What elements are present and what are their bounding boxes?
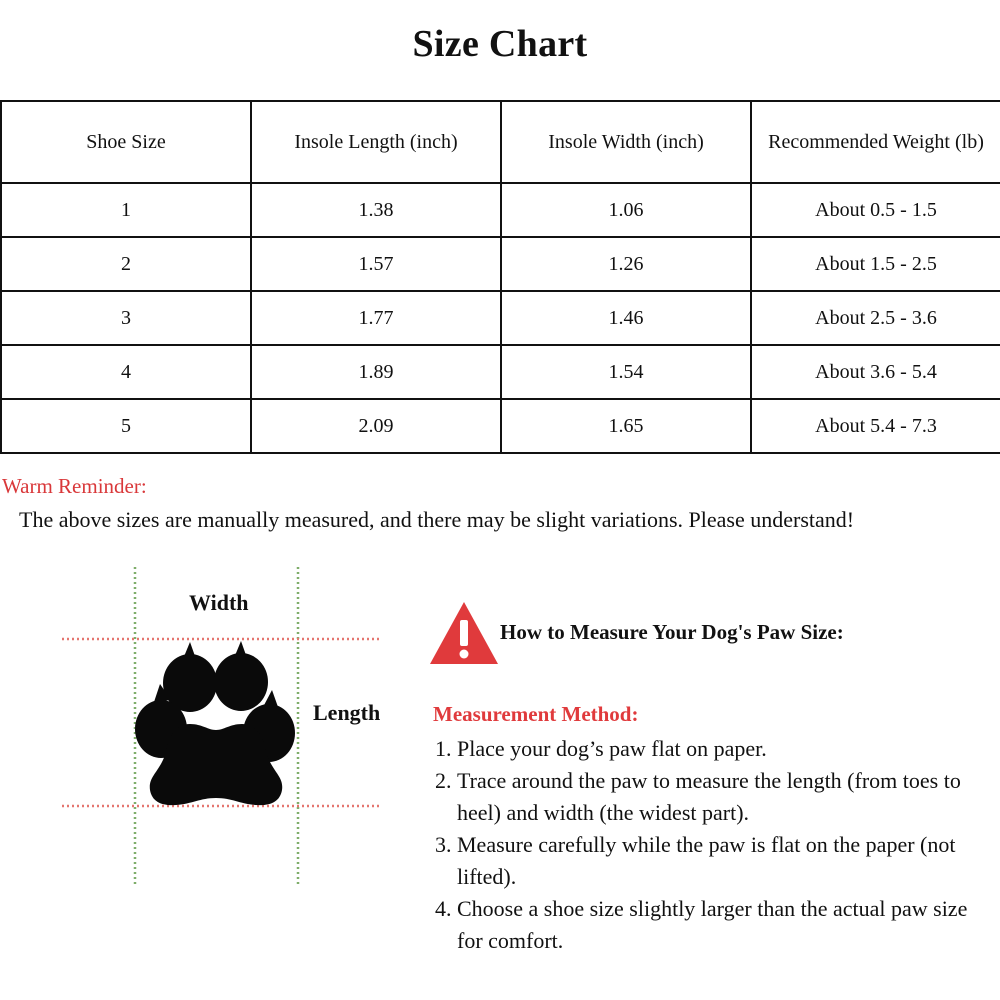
header-insole-width: Insole Width (inch) (501, 101, 751, 183)
warning-icon (428, 600, 500, 666)
table-row (1, 399, 1000, 453)
table-row (1, 291, 1000, 345)
reminder-text: The above sizes are manually measured, and there may be slight variations. Please understand! (19, 507, 855, 532)
header-insole-length: Insole Length (inch) (251, 101, 501, 183)
cell-recommended-weight: About 0.5 - 1.5 (751, 183, 1000, 237)
page-title: Size Chart (412, 23, 588, 65)
measure-guide-title: How to Measure Your Dog's Paw Size: (500, 620, 844, 644)
cell-insole-length: 1.77 (251, 291, 501, 345)
list-item: 1. Place your dog’s paw flat on paper. (435, 736, 767, 761)
cell-insole-length: 1.57 (251, 237, 501, 291)
header-shoe-size: Shoe Size (1, 101, 251, 183)
cell-recommended-weight: About 1.5 - 2.5 (751, 237, 1000, 291)
table-row (1, 345, 1000, 399)
measurement-steps-list (435, 733, 975, 957)
length-label: Length (313, 700, 381, 725)
cell-recommended-weight: About 3.6 - 5.4 (751, 345, 1000, 399)
cell-insole-length: 2.09 (251, 399, 501, 453)
cell-recommended-weight: About 5.4 - 7.3 (751, 399, 1000, 453)
table-row (1, 237, 1000, 291)
cell-shoe-size: 5 (1, 399, 251, 453)
step-text: Trace around the paw to measure the length (from toes to heel) and width (the widest part). (457, 768, 961, 825)
list-item: 3. Measure carefully while the paw is flat on the paper (not lifted). (435, 832, 956, 889)
table-header-row (1, 101, 1000, 183)
cell-shoe-size: 4 (1, 345, 251, 399)
cell-insole-length: 1.38 (251, 183, 501, 237)
paw-icon (135, 641, 295, 805)
method-title: Measurement Method: (433, 702, 639, 726)
list-item: 2. Trace around the paw to measure the length (from toes to heel) and width (the widest part). (435, 768, 961, 825)
cell-shoe-size: 2 (1, 237, 251, 291)
cell-shoe-size: 3 (1, 291, 251, 345)
cell-shoe-size: 1 (1, 183, 251, 237)
step-text: Place your dog’s paw flat on paper. (457, 736, 767, 761)
step-text: Choose a shoe size slightly larger than the actual paw size for comfort. (457, 896, 968, 953)
cell-insole-width: 1.26 (501, 237, 751, 291)
cell-insole-width: 1.54 (501, 345, 751, 399)
header-recommended-weight: Recommended Weight (lb) (751, 101, 1000, 183)
cell-recommended-weight: About 2.5 - 3.6 (751, 291, 1000, 345)
list-item: 4. Choose a shoe size slightly larger than the actual paw size for comfort. (435, 896, 968, 953)
step-text: Measure carefully while the paw is flat on the paper (not lifted). (457, 832, 956, 889)
width-label: Width (189, 590, 249, 615)
size-chart-table (0, 100, 1000, 454)
cell-insole-width: 1.65 (501, 399, 751, 453)
table-row (1, 183, 1000, 237)
cell-insole-width: 1.06 (501, 183, 751, 237)
cell-insole-width: 1.46 (501, 291, 751, 345)
cell-insole-length: 1.89 (251, 345, 501, 399)
reminder-title: Warm Reminder: (2, 474, 147, 498)
